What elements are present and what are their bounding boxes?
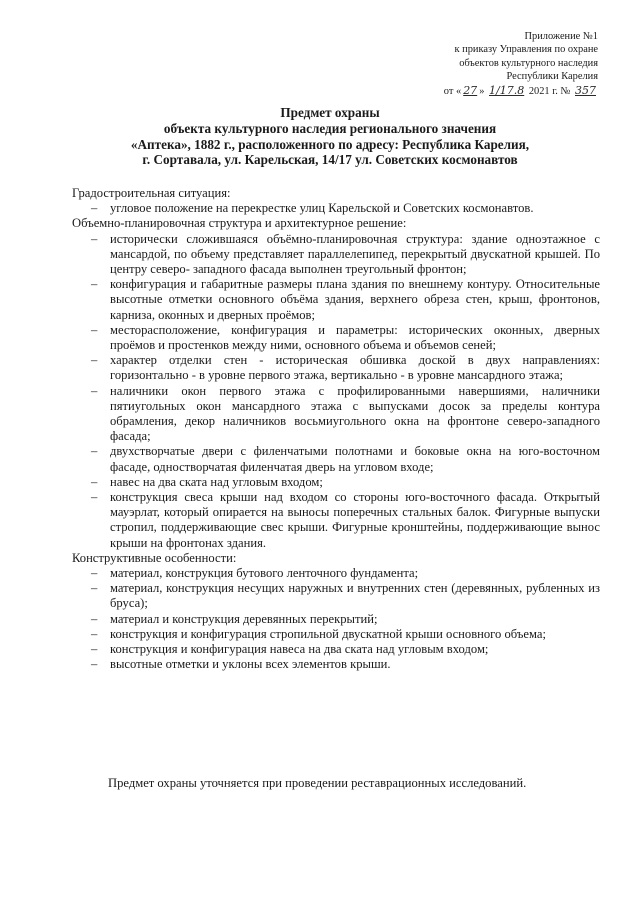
appendix-order-ref: к приказу Управления по охране (454, 44, 598, 56)
dash-bullet: – (91, 657, 98, 672)
dash-bullet: – (91, 490, 98, 505)
dash-bullet: – (91, 277, 98, 292)
dash-bullet: – (91, 444, 98, 459)
list-item-text: материал, конструкция несущих наружных и внутренних стен (деревянных, рубленных из бруса); (110, 581, 600, 611)
dash-bullet: – (91, 322, 98, 337)
list-item-text: конструкция и конфигурация стропильной двускатной крыши основного объема; (110, 626, 546, 641)
list-item (72, 627, 600, 642)
date-year: 2021 г. № (528, 85, 571, 97)
title-line-3: «Аптека», 1882 г., расположенного по адресу: Республика Карелия, (130, 136, 530, 152)
dash-bullet: – (91, 566, 98, 581)
list-item (72, 277, 600, 323)
appendix-department: объектов культурного наследия (459, 57, 598, 69)
section-structure (72, 551, 600, 673)
list-item-text: конструкция и конфигурация навеса на два ската над угловым входом; (110, 642, 489, 657)
dash-bullet: – (91, 201, 98, 216)
list-item-text: материал, конструкция бутового ленточного фундамента; (110, 566, 419, 581)
section-heading: Объемно-планировочная структура и архитектурное решение: (72, 216, 407, 231)
list-item (72, 475, 600, 490)
list-item-text: угловое положение на перекрестке улиц Карельской и Советских космонавтов. (110, 201, 534, 216)
list-item (72, 566, 600, 581)
list-item-text: высотные отметки и уклоны всех элементов крыши. (110, 657, 391, 672)
list-item (72, 642, 600, 657)
list-item-text: конфигурация и габаритные размеры плана здания по внешнему контуру. Относительные высотные отметки основного объёма здания, верхнего обреза стен, крыш, фронтонов, карниза, оконных и дверных проёмов; (110, 277, 600, 322)
list-item-text: месторасположение, конфигурация и параметры: исторических оконных, дверных проёмов и простенков между ними, основного объема и объемов сеней; (110, 322, 600, 353)
date-day: 27 (463, 83, 478, 97)
list-item (72, 353, 600, 383)
section-heading: Конструктивные особенности: (72, 550, 237, 565)
dash-bullet: – (91, 383, 98, 398)
document-title (60, 105, 600, 168)
section-heading: Градостроительная ситуация: (72, 186, 231, 200)
list-item-text: характер отделки стен - историческая обшивка доской в двух направлениях: горизонтально - в уровне первого этажа, вертикально - в уровне мансардного этажа; (110, 353, 600, 383)
list-item (72, 490, 600, 551)
date-mid: » (479, 85, 485, 97)
dash-bullet: – (91, 474, 98, 489)
list-item (72, 201, 600, 216)
list-item (72, 612, 600, 627)
appendix-region: Республики Карелия (506, 71, 598, 83)
closing-note: Предмет охраны уточняется при проведении реставрационных исследований. (108, 776, 527, 790)
list-item-text: навес на два ската над угловым входом; (110, 474, 323, 489)
title-line-2: объекта культурного наследия регионального значения (163, 120, 497, 136)
dash-bullet: – (91, 626, 98, 641)
document-body (72, 186, 600, 673)
dash-bullet: – (91, 353, 98, 368)
section-urban (72, 186, 600, 216)
list-item-text: конструкция свеса крыши над входом со стороны юго-восточного фасада. Открытый мауэрлат, который опирается на выносы поперечных стальных балок. Фигурные выпуски стропил, поддерживающие свес крыши. Фигурные кронштейны, поддерживающие вынос крыши на фронтонах здания. (110, 490, 600, 550)
list-item (72, 232, 600, 278)
date-month: 1/17.8 (489, 83, 525, 97)
dash-bullet: – (91, 611, 98, 626)
dash-bullet: – (91, 231, 98, 246)
section-planning (72, 216, 600, 550)
list-item (72, 384, 600, 445)
appendix-header (444, 30, 598, 98)
date-prefix: от « (443, 85, 462, 97)
list-item (72, 657, 600, 672)
title-line-4: г. Сортавала, ул. Карельская, 14/17 ул. Советских космонавтов (142, 152, 518, 168)
dash-bullet: – (91, 581, 98, 596)
title-line-1: Предмет охраны (280, 105, 380, 120)
list-item (72, 444, 600, 474)
dash-bullet: – (91, 642, 98, 657)
list-item (72, 323, 600, 353)
list-item-text: наличники окон первого этажа с профилированными навершиями, наличники пятиугольных окон мансардного этажа с выпусками досок за пределы контура обрамления, декор наличников восьмиугольного окна на фронтоне северо-западного фасада; (110, 383, 600, 444)
order-number: 357 (575, 83, 596, 97)
list-item-text: исторически сложившаяся объёмно-планировочная структура: здание одноэтажное с мансардой, по объему представляет параллелепипед, перекрытый двускатной крышей. По центру северо- западного фасада выполнен треугольный фронтон; (110, 231, 600, 277)
list-item-text: двухстворчатые двери с филенчатыми полотнами и боковые окна на юго-восточном фасаде, одностворчатая филенчатая дверь на угловом входе; (110, 444, 600, 474)
list-item (72, 581, 600, 611)
appendix-number: Приложение №1 (524, 31, 598, 42)
list-item-text: материал и конструкция деревянных перекрытий; (110, 611, 378, 626)
appendix-date-line (444, 84, 598, 98)
